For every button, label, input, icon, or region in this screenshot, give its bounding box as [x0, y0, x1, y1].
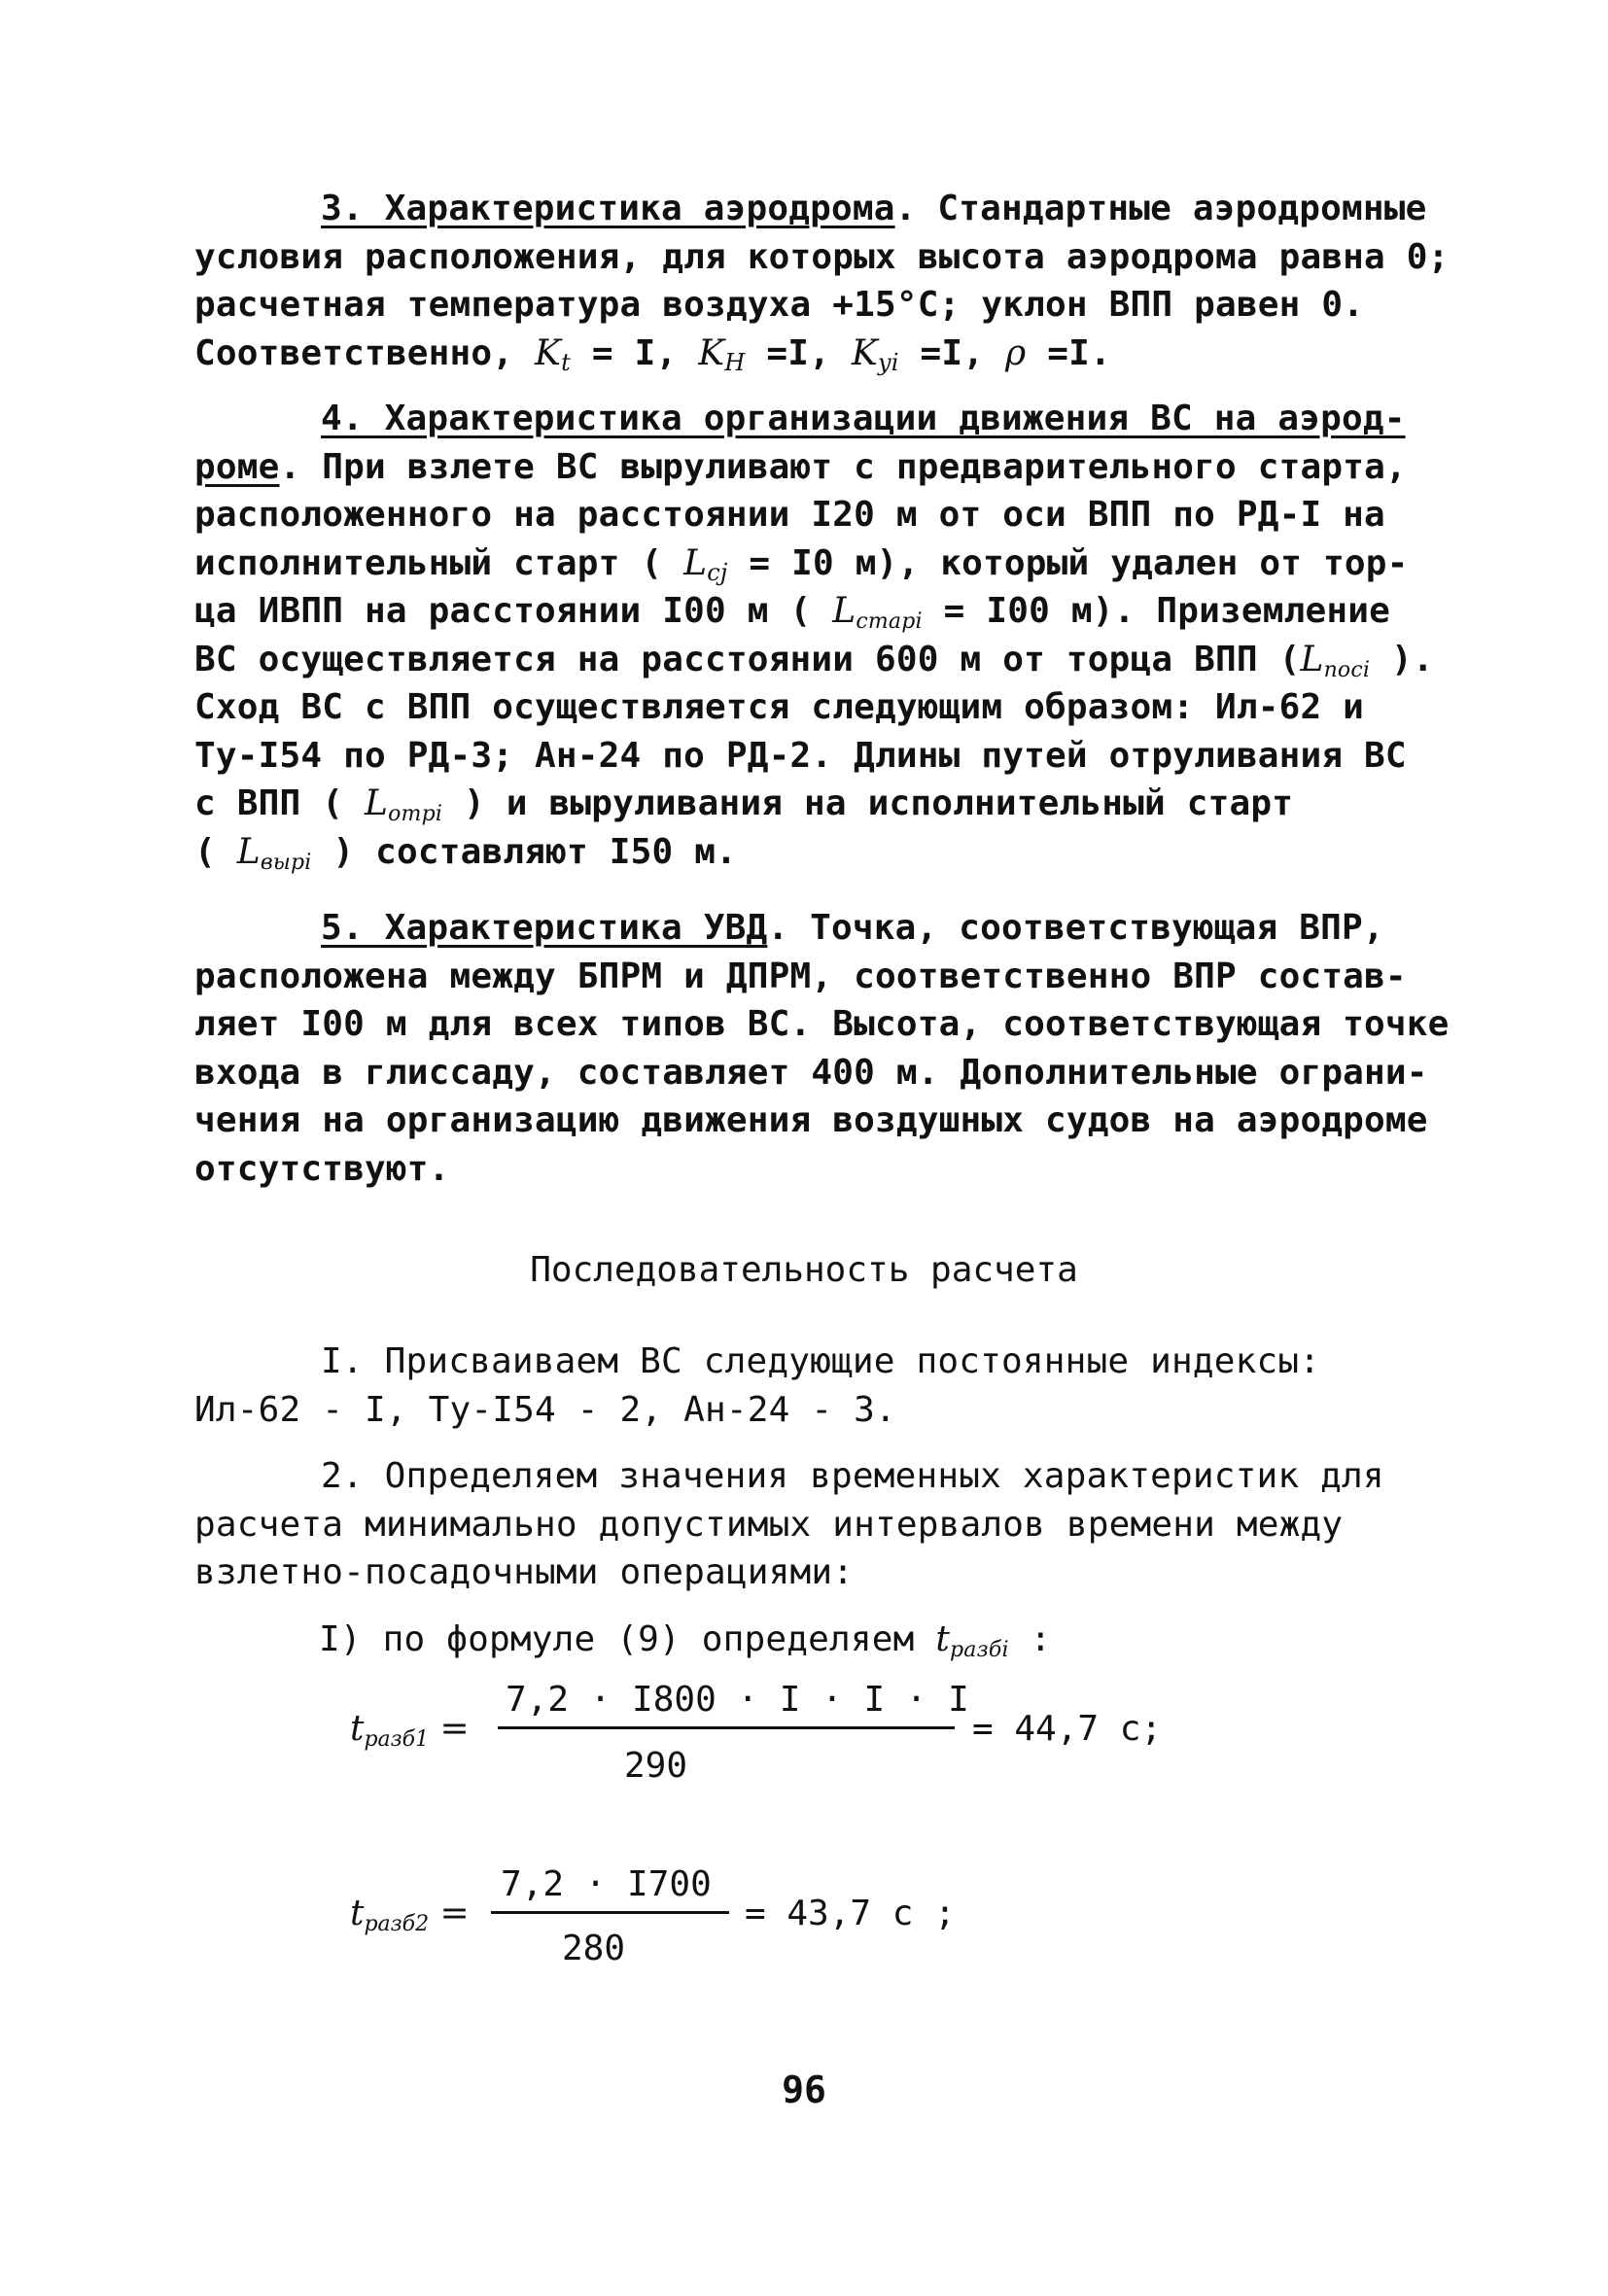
section-4: 4. Характеристика организации движения ВС на аэрод- роме. При взлете ВС выруливают с предварительного старта, расположенного на расстоянии I20 м от оси ВПП по РД-I на исполнительный старт ( $L_{cj} = I0$ м), который удален от тор- ца ИВПП на расстоянии I00 м ( $L_{старi} = I00$ м). Приземление ВС осуществляется на расстоянии 600 м от торца ВПП ($L_{посi}$ ). Сход ВС с ВПП осуществляется следующим образом: Ил-62 и Ту-I54 по РД-3; Ан-24 по РД-2. Длины путей отруливания ВС с ВПП ( $L_{отрi}$ ) и выруливания на исполнительный старт ( $L_{вырi}$ ) составляют I50 м. [194, 395, 1419, 876]
formula-2-numerator: 7,2 · I700 [501, 1864, 712, 1904]
formula-1-result: = 44,7 с; [972, 1709, 1163, 1749]
section-3: 3. Характеристика аэродрома. Стандартные аэродромные условия расположения, для которых высота аэродрома равна 0; расчетная температура воздуха +15°С; уклон ВПП равен 0. Соответственно, $K_t = I$, $K_H =I$, $K_{yi} =I$, ρ =I. [194, 189, 1450, 376]
section-3-heading: 3. Характеристика аэродрома [321, 189, 895, 228]
calc-subitem-1: I) по формуле (9) определяем $t_{разбi}$ : [319, 1619, 1052, 1662]
page-number: 96 [782, 2069, 826, 2111]
formula-1-denominator: 290 [624, 1746, 688, 1786]
formula-2-lhs: $t_{разб2}$ = [350, 1894, 470, 1936]
formula-1-fraction-bar [498, 1726, 955, 1729]
formula-1-lhs: $t_{разб1}$ = [350, 1709, 470, 1752]
section-4-heading: 4. Характеристика организации движения ВС на аэрод- [321, 399, 1406, 438]
formula-2-result: = 43,7 с ; [745, 1894, 956, 1933]
section-5-heading: 5. Характеристика УВД [321, 908, 768, 948]
formula-2-fraction-bar [491, 1911, 729, 1914]
formula-1-numerator: 7,2 · I800 · I · I · I [506, 1680, 969, 1720]
calculation-heading: Последовательность расчета [530, 1250, 1078, 1290]
section-5: 5. Характеристика УВД. Точка, соответствующая ВПР, расположена между БПРМ и ДПРМ, соответственно ВПР состав- ляет I00 м для всех типов ВС. Высота, соответствующая точке входа в глиссаду, составляет 400 м. Дополнительные ограни- чения на организацию движения воздушных судов на аэродроме отсутствуют. [194, 908, 1450, 1189]
calc-item-1: I. Присваиваем ВС следующие постоянные индексы: Ил-62 - I, Ту-I54 - 2, Ан-24 - 3. [194, 1341, 1321, 1430]
calc-item-2: 2. Определяем значения временных характеристик для расчета минимально допустимых интервалов времени между взлетно-посадочными операциями: [194, 1456, 1384, 1592]
formula-2-denominator: 280 [562, 1929, 626, 1968]
